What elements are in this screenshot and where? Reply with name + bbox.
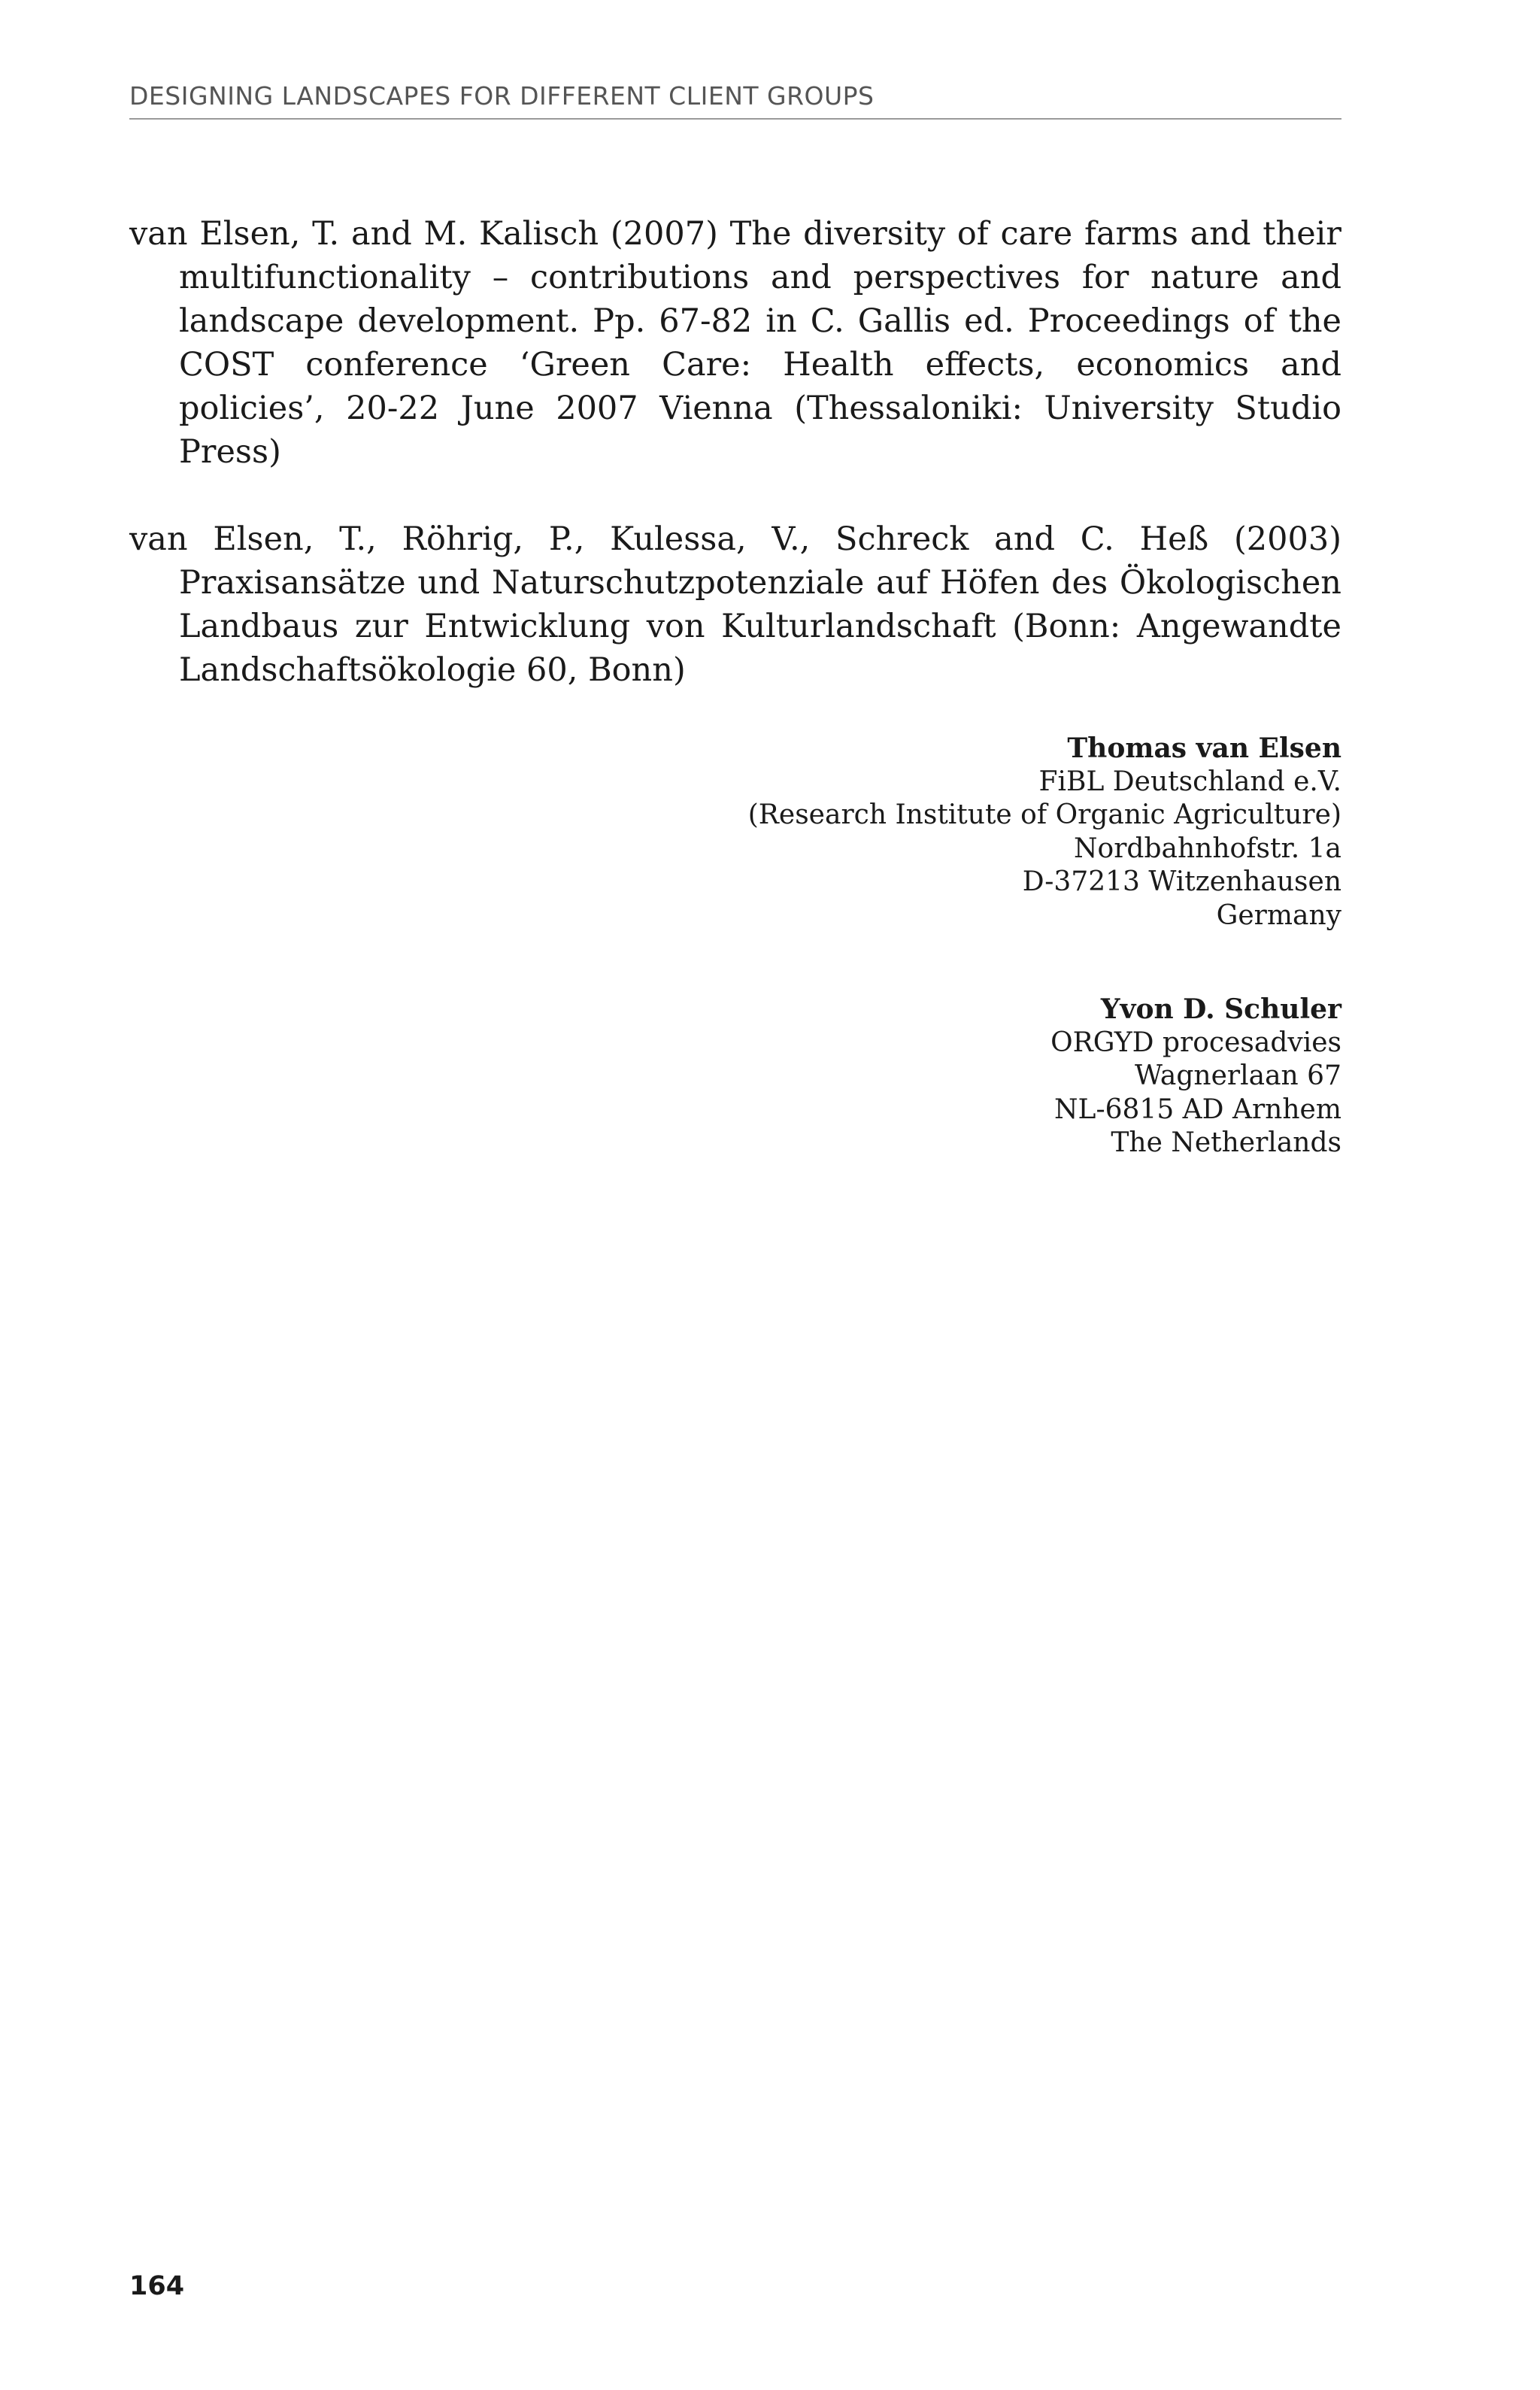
reference-entry: van Elsen, T. and M. Kalisch (2007) The diversity of care farms and their multifunctionality – contributions and perspectives for nature and landscape development. Pp. 67-82 in C. Gallis ed. Proceedings of the COST conference ‘Green Care: Health effects, economics and policies’, 20-22 June 2007 Vienna (Thessaloniki: University Studio Press)	[129, 215, 1341, 471]
address-line: Germany	[1216, 899, 1341, 931]
author-address-block	[1050, 993, 1341, 1160]
reference-list	[129, 212, 1341, 692]
address-line: ORGYD procesadvies	[1050, 1027, 1341, 1058]
author-address-block	[748, 732, 1341, 933]
page-number: 164	[129, 2271, 185, 2301]
author-name: Thomas van Elsen	[1067, 732, 1341, 764]
address-line: Wagnerlaan 67	[1135, 1060, 1341, 1091]
header-rule	[129, 118, 1341, 120]
address-line: NL-6815 AD Arnhem	[1054, 1093, 1341, 1125]
running-head: DESIGNING LANDSCAPES FOR DIFFERENT CLIENT GROUPS	[129, 81, 875, 111]
address-line: Nordbahnhofstr. 1a	[1074, 833, 1341, 864]
author-name: Yvon D. Schuler	[1100, 993, 1341, 1025]
reference-entry: van Elsen, T., Röhrig, P., Kulessa, V., Schreck and C. Heß (2003) Praxisansätze und Naturschutzpotenziale auf Höfen des Ökologischen Landbaus zur Entwicklung von Kulturlandschaft (Bonn: Angewandte Landschaftsökologie 60, Bonn)	[129, 520, 1341, 689]
address-line: (Research Institute of Organic Agriculture)	[747, 799, 1341, 830]
address-line: D-37213 Witzenhausen	[1022, 866, 1341, 897]
address-line: The Netherlands	[1111, 1127, 1341, 1158]
address-line: FiBL Deutschland e.V.	[1038, 766, 1341, 797]
